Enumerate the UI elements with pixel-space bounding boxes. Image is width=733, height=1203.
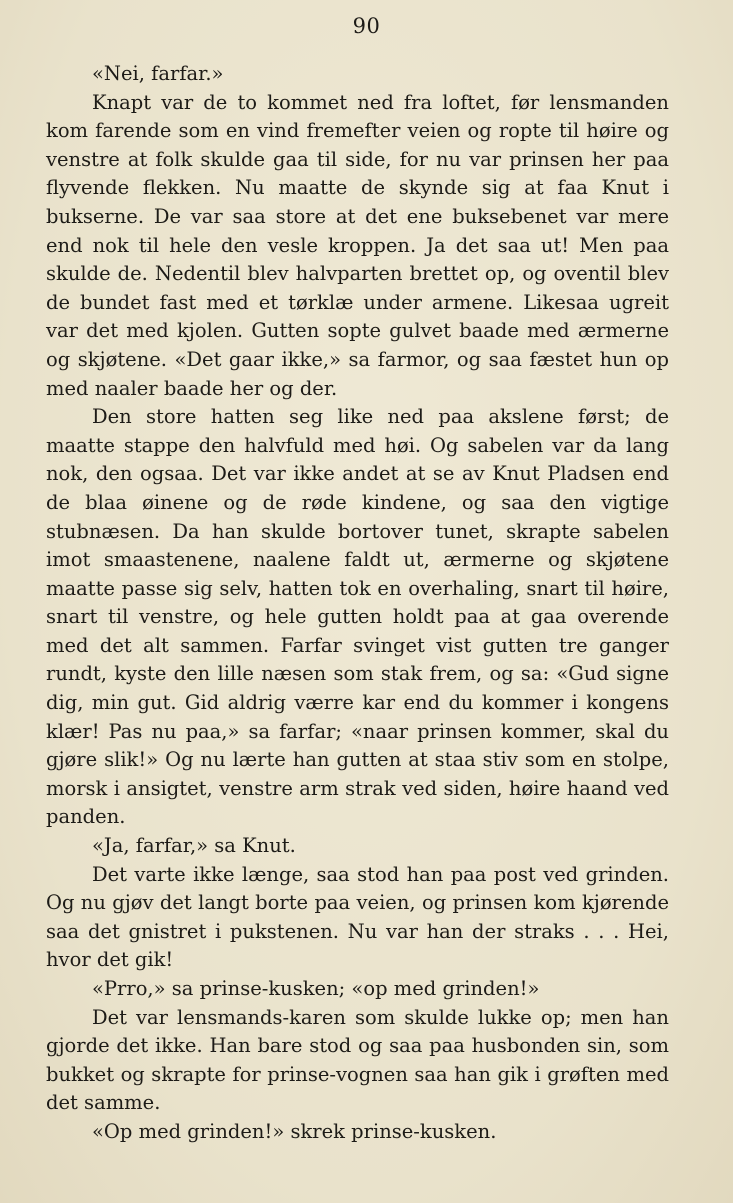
paragraph-1: «Nei, farfar.» bbox=[92, 62, 224, 85]
paragraph-4: «Ja, farfar,» sa Knut. bbox=[92, 834, 296, 858]
paragraph-6: «Prro,» sa prinse-kusken; «op med grinden!» bbox=[92, 977, 540, 1000]
paragraph-5: Det varte ikke længe, saa stod han paa post ved grinden. Og nu gjøv det langt borte paa veien, og prinsen kom kjørende saa det gnistret i pukstenen. Nu var han der straks . . . Hei, hvor det gik! bbox=[46, 862, 669, 972]
paragraph-2: Knapt var de to kommet ned fra loftet, før lensmanden kom farende som en vind fremefter veien og ropte til høire og venstre at folk skulde gaa til side, for nu var prinsen her paa flyvende flekken. Nu maatte de skynde sig at faa Knut i bukserne. De var saa store at det ene buksebenet var mere end nok til hele den vesle kroppen. Ja det saa ut! Men paa skulde de. Nedentil blev halvparten brettet op, og oventil blev de bundet fast med et tørklæ under armene. Likesaa ugreit var det med kjolen. Gutten sopte gulvet baade med ærmerne og skjøtene. «Det gaar ikke,» sa farmor, og saa fæstet hun op med naaler baade her og der. bbox=[46, 90, 669, 400]
paragraph-8: «Op med grinden!» skrek prinse-kusken. bbox=[92, 1119, 497, 1143]
paragraph-7: Det var lensmands-karen som skulde lukke op; men han gjorde det ikke. Han bare stod og saa paa husbonden sin, som bukket og skrapte for prinse-vognen saa han gik i grøften med det samme. bbox=[46, 1005, 669, 1115]
paragraph-3: Den store hatten seg like ned paa akslene først; de maatte stappe den halvfuld med høi. Og sabelen var da lang nok, den ogsaa. Det var ikke andet at se av Knut Pladsen end de blaa øinene og de røde kindene, og saa den vigtige stubnæsen. Da han skulde bortover tunet, skrapte sabelen imot smaastenene, naalene faldt ut, ærmerne og skjøtene maatte passe sig selv, hatten tok en overhaling, snart til høire, snart til venstre, og hele gutten holdt paa at gaa overende med det alt sammen. Farfar svinget vist gutten tre ganger rundt, kyste den lille næsen som stak frem, og sa: «Gud signe dig, min gut. Gid aldrig værre kar end du kommer i kongens klær! Pas nu paa,» sa farfar; «naar prinsen kommer, skal du gjøre slik!» Og nu lærte han gutten at staa stiv som en stolpe, morsk i ansigtet, venstre arm strak ved siden, høire haand ved panden. bbox=[46, 405, 669, 829]
page-number: 90 bbox=[352, 14, 381, 38]
body-text bbox=[46, 60, 669, 1147]
